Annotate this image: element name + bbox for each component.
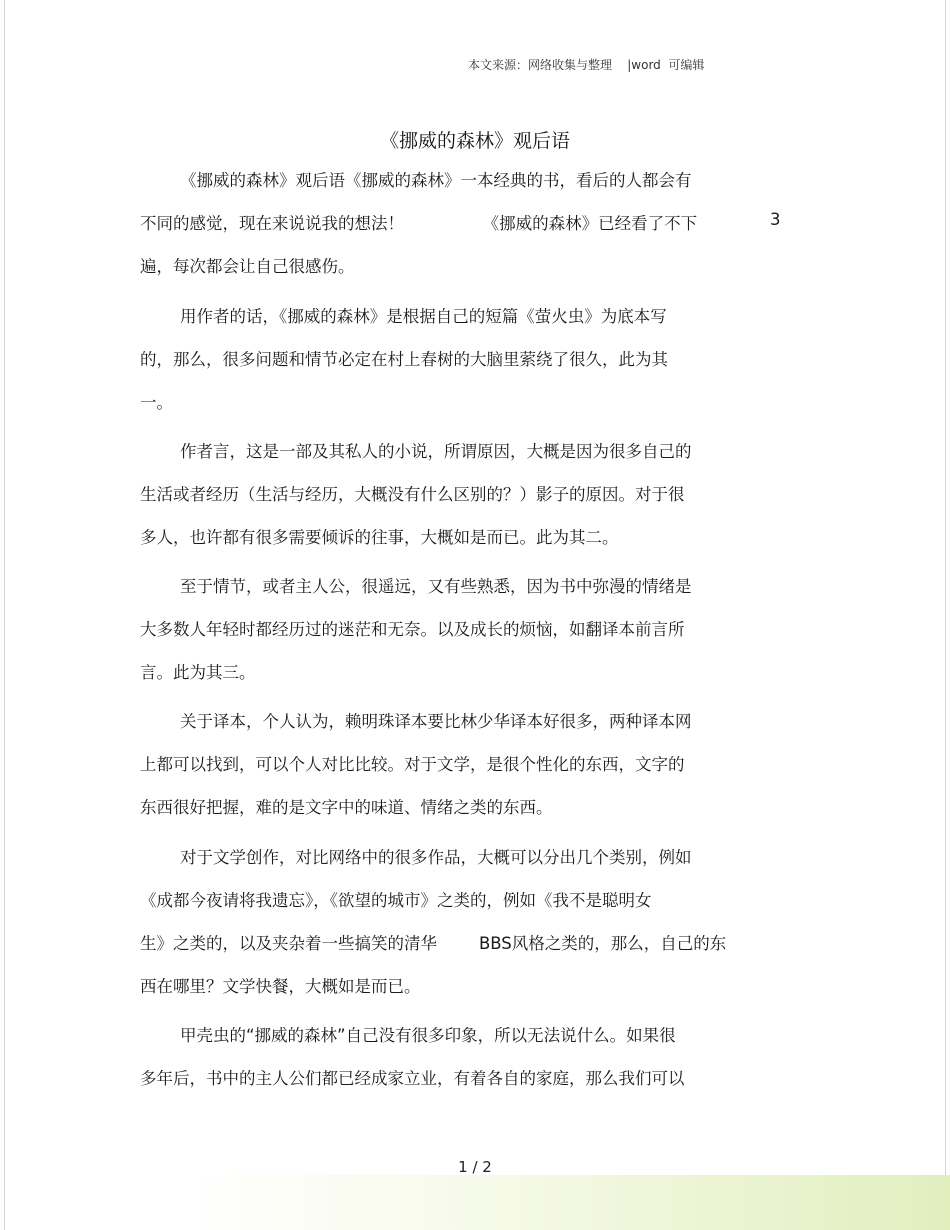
paragraph-line: 的，那么，很多问题和情节必定在村上春树的大脑里萦绕了很久，此为其	[140, 350, 668, 369]
paragraph-line: 生》之类的，以及夹杂着一些搞笑的清华 BBS风格之类的，那么，自己的东	[140, 934, 727, 953]
paragraph-line: 多年后，书中的主人公们都已经成家立业，有着各自的家庭，那么我们可以	[140, 1069, 685, 1088]
paragraph-line: 《成都今夜请将我遗忘》，《欲望的城市》之类的，例如《我不是聪明女	[140, 891, 652, 910]
page-header: 本文来源：网络收集与整理 |word 可编辑	[468, 58, 705, 72]
paragraph-line: 西在哪里？文学快餐，大概如是而已。	[140, 977, 421, 996]
paragraph-line: 言。此为其三。	[140, 663, 256, 682]
paragraph-line: 关于译本，个人认为，赖明珠译本要比林少华译本好很多，两种译本网	[180, 712, 692, 731]
footer-decoration	[180, 1175, 950, 1230]
paragraph-line: 遍，每次都会让自己很感伤。	[140, 257, 355, 276]
paragraph-line: 多人，也许都有很多需要倾诉的往事，大概如是而已。此为其二。	[140, 528, 619, 547]
page-number: 1 / 2	[458, 1158, 492, 1176]
paragraph-line: 不同的感觉，现在来说说我的想法！ 《挪威的森林》已经看了不下	[140, 214, 698, 233]
count-number: 3	[770, 210, 781, 229]
paragraph-line: 《挪威的森林》观后语《挪威的森林》一本经典的书，看后的人都会有	[180, 171, 692, 190]
document-title: 《挪威的森林》观后语	[379, 130, 570, 152]
paragraph-line: 生活或者经历（生活与经历，大概没有什么区别的？）影子的原因。对于很	[140, 485, 685, 504]
paragraph-line: 作者言，这是一部及其私人的小说，所谓原因，大概是因为很多自己的	[180, 442, 692, 461]
paragraph-line: 至于情节，或者主人公，很遥远，又有些熟悉，因为书中弥漫的情绪是	[180, 577, 692, 596]
paragraph-line: 上都可以找到，可以个人对比比较。对于文学，是很个性化的东西，文字的	[140, 755, 685, 774]
paragraph-line: 对于文学创作，对比网络中的很多作品，大概可以分出几个类别，例如	[180, 848, 692, 867]
paragraph-line: 一。	[140, 393, 173, 412]
paragraph-line: 大多数人年轻时都经历过的迷茫和无奈。以及成长的烦恼，如翻译本前言所	[140, 620, 685, 639]
paragraph-line: 东西很好把握，难的是文字中的味道、情绪之类的东西。	[140, 798, 553, 817]
paragraph-line: 用作者的话，《挪威的森林》是根据自己的短篇《萤火虫》为底本写	[180, 307, 667, 326]
paragraph-line: 甲壳虫的“挪威的森林”自己没有很多印象，所以无法说什么。如果很	[180, 1026, 676, 1045]
